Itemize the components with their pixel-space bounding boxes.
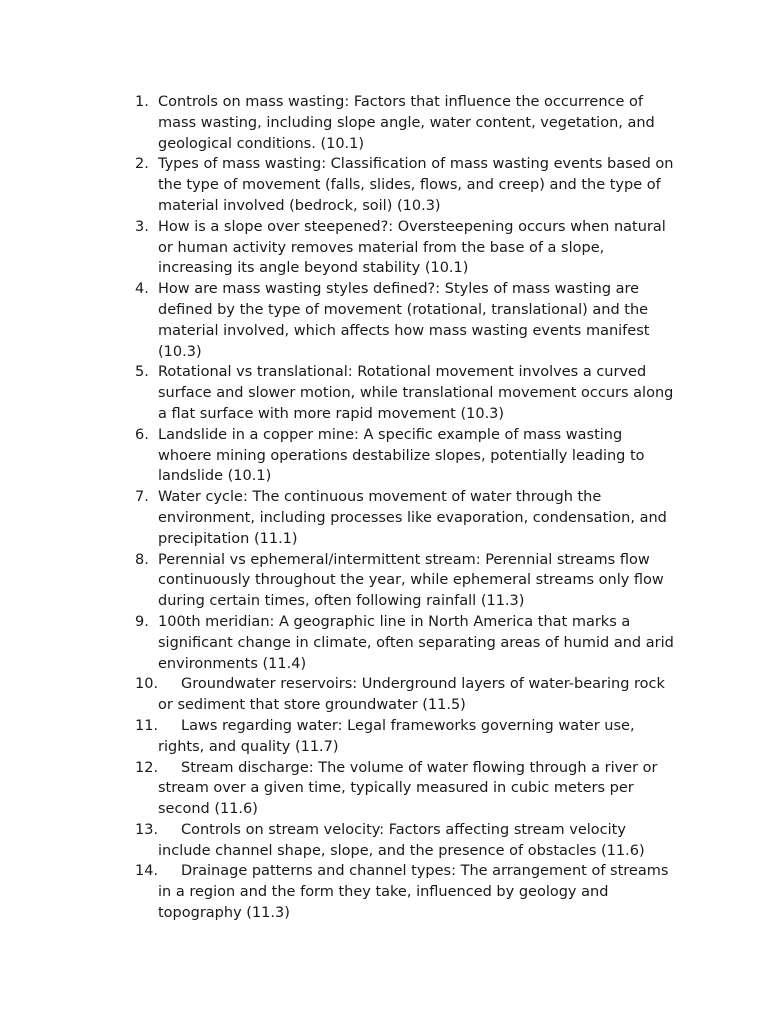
item-number: 13. (135, 821, 159, 838)
item-number: 6. (135, 426, 149, 443)
item-number: 3. (135, 218, 149, 235)
item-text: Types of mass wasting: Classification of mass wasting events based on the type of movement (falls, slides, flows, and creep) and the type of material involved (bedrock, soil) (10.3) (158, 156, 674, 214)
item-number: 4. (135, 281, 149, 298)
list-item (135, 154, 680, 216)
list-item (135, 861, 680, 923)
item-number: 10. (135, 676, 159, 693)
item-text: Water cycle: The continuous movement of water through the environment, including processes like evaporation, condensation, and precipitation (11.1) (158, 489, 667, 547)
list-item (135, 674, 680, 716)
list-item (135, 362, 680, 424)
item-number: 2. (135, 156, 149, 173)
list-item (135, 279, 680, 362)
item-text: Perennial vs ephemeral/intermittent stream: Perennial streams flow continuously throughout the year, while ephemeral streams only flow during certain times, often following rainfall (11.3) (158, 551, 664, 610)
item-text: Controls on mass wasting: Factors that influence the occurrence of mass wasting, including slope angle, water content, vegetation, and geological conditions. (10.1) (158, 94, 655, 152)
item-text: Rotational vs translational: Rotational movement involves a curved surface and slower motion, while translational movement occurs along a flat surface with more rapid movement (10.3) (158, 364, 674, 422)
list-item (135, 612, 680, 674)
item-text: Drainage patterns and channel types: The arrangement of streams in a region and the form they take, influenced by geology and topography (11.3) (158, 863, 669, 922)
item-text: How are mass wasting styles defined?: Styles of mass wasting are defined by the type of movement (rotational, translational) and the material involved, which affects how mass wasting events manifest (10.3) (158, 281, 650, 360)
numbered-list (135, 92, 680, 924)
list-item (135, 550, 680, 612)
item-number: 12. (135, 759, 159, 776)
list-item (135, 92, 680, 154)
item-text: How is a slope over steepened?: Oversteepening occurs when natural or human activity removes material from the base of a slope, increasing its angle beyond stability (10.1) (158, 218, 666, 277)
item-number: 7. (135, 489, 149, 506)
list-item (135, 425, 680, 487)
item-number: 11. (135, 717, 159, 734)
item-text: Stream discharge: The volume of water flowing through a river or stream over a given time, typically measured in cubic meters per second (11.6) (158, 759, 658, 818)
list-item (135, 217, 680, 279)
item-number: 5. (135, 364, 149, 381)
item-number: 9. (135, 613, 149, 630)
item-text: Groundwater reservoirs: Underground layers of water-bearing rock or sediment that store groundwater (11.5) (158, 676, 665, 714)
item-number: 14. (135, 863, 159, 880)
item-number: 8. (135, 551, 149, 568)
list-item (135, 487, 680, 549)
list-item (135, 820, 680, 862)
item-text: Landslide in a copper mine: A specific example of mass wasting whoere mining operations destabilize slopes, potentially leading to landslide (10.1) (158, 426, 645, 485)
item-text: 100th meridian: A geographic line in North America that marks a significant change in climate, often separating areas of humid and arid environments (11.4) (158, 613, 674, 672)
item-text: Laws regarding water: Legal frameworks governing water use, rights, and quality (11.7) (158, 717, 635, 755)
list-item (135, 758, 680, 820)
item-number: 1. (135, 94, 149, 110)
list-item (135, 716, 680, 758)
item-text: Controls on stream velocity: Factors affecting stream velocity include channel shape, slope, and the presence of obstacles (11.6) (158, 821, 645, 859)
